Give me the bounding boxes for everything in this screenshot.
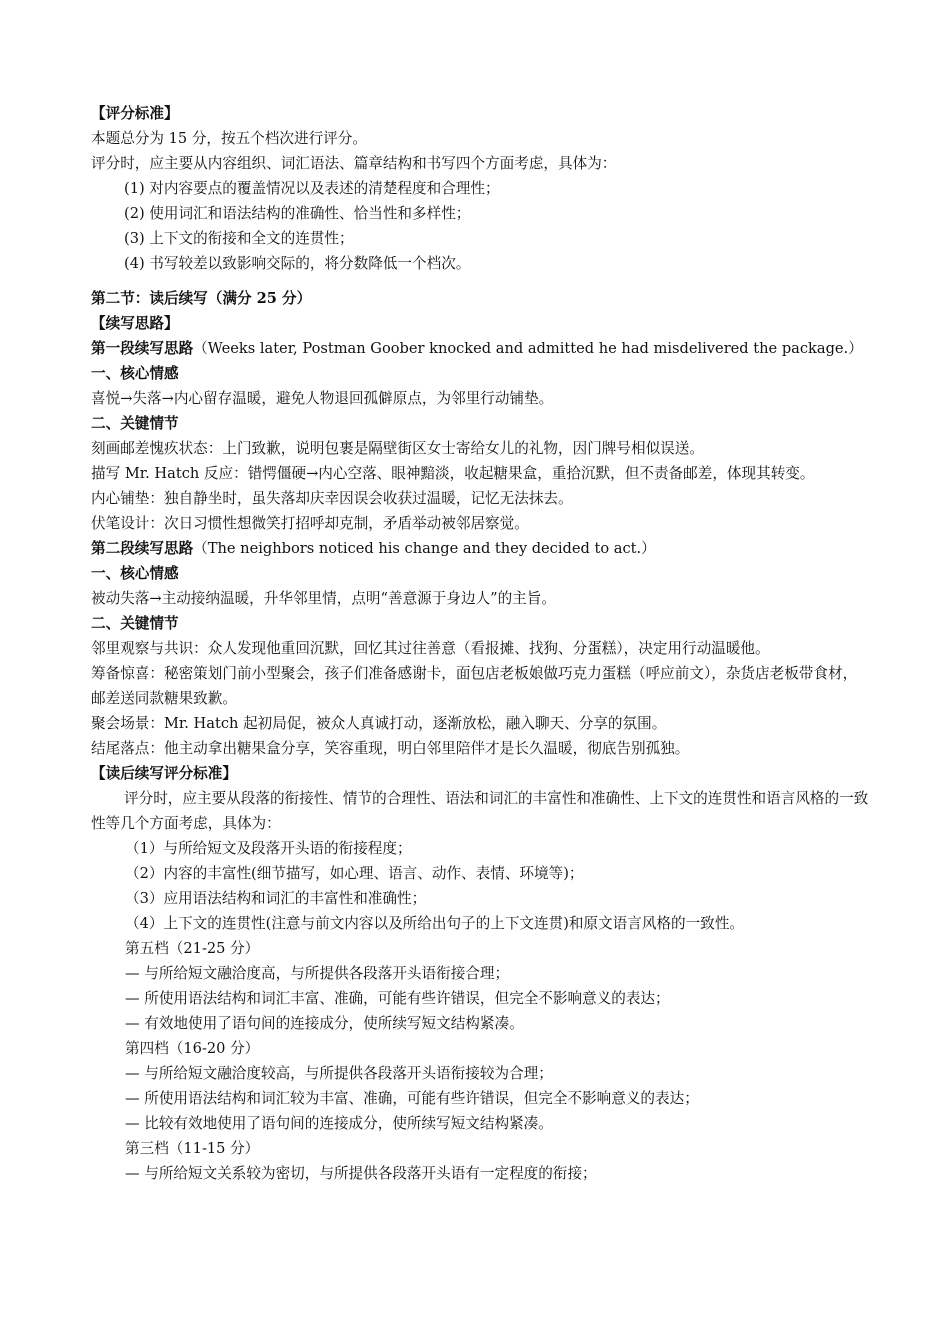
para1-plot: 伏笔设计：次日习惯性想微笑打招呼却克制，矛盾举动被邻居察觉。 <box>91 515 529 532</box>
para1-emotion-heading: 一、核心情感 <box>91 365 179 382</box>
scoring-item: (2) 使用词汇和语法结构的准确性、恰当性和多样性； <box>124 205 471 222</box>
para2-label: 第二段续写思路 <box>91 540 194 557</box>
criteria-heading: 【读后续写评分标准】 <box>91 765 237 782</box>
para1-plot: 描写 Mr. Hatch 反应：错愕僵硬→内心空落、眼神黯淡，收起糖果盒，重拾沉默，但不责备邮差，体现其转变。 <box>91 465 815 482</box>
para2-plot: 邻里观察与共识：众人发现他重回沉默，回忆其过往善意（看报摊、找狗、分蛋糕），决定用行动温暖他。 <box>91 640 770 657</box>
para1-plot-heading: 二、关键情节 <box>91 415 179 432</box>
para1-quote: （Weeks later, Postman Goober knocked and admitted he had misdelivered the package.） <box>193 340 863 357</box>
criteria-intro: 评分时，应主要从段落的衔接性、情节的合理性、语法和词汇的丰富性和准确性、上下文的连贯性和语言风格的一致性等几个方面考虑，具体为： <box>91 790 869 832</box>
criteria-item: （1）与所给短文及段落开头语的衔接程度； <box>125 840 412 857</box>
band-title: 第五档（21-25 分） <box>125 940 260 957</box>
para1-plot: 刻画邮差愧疚状态：上门致歉，说明包裹是隔壁街区女士寄给女儿的礼物，因门牌号相似误送。 <box>91 440 704 457</box>
band-line: — 与所给短文关系较为密切，与所提供各段落开头语有一定程度的衔接； <box>125 1165 597 1182</box>
scoring-heading: 【评分标准】 <box>91 105 179 122</box>
para1-label: 第一段续写思路 <box>91 340 194 357</box>
band-line: — 所使用语法结构和词汇丰富、准确，可能有些许错误，但完全不影响意义的表达； <box>125 990 670 1007</box>
para2-plot: 聚会场景：Mr. Hatch 起初局促，被众人真诚打动，逐渐放松，融入聊天、分享的氛围。 <box>91 715 667 732</box>
scoring-item: (3) 上下文的衔接和全文的连贯性； <box>124 230 354 247</box>
band-line: — 比较有效地使用了语句间的连接成分，使所续写短文结构紧凑。 <box>125 1115 553 1132</box>
band-line: — 有效地使用了语句间的连接成分，使所续写短文结构紧凑。 <box>125 1015 524 1032</box>
para1-approach <box>91 336 870 361</box>
band-line: — 与所给短文融洽度较高，与所提供各段落开头语衔接较为合理； <box>125 1065 553 1082</box>
para2-plot: 筹备惊喜：秘密策划门前小型聚会，孩子们准备感谢卡，面包店老板娘做巧克力蛋糕（呼应前文），杂货店老板带食材，邮差送同款糖果致歉。 <box>91 665 858 707</box>
para2-approach <box>91 536 870 561</box>
band-line: — 所使用语法结构和词汇较为丰富、准确，可能有些许错误，但完全不影响意义的表达； <box>125 1090 699 1107</box>
criteria-item: （3）应用语法结构和词汇的丰富性和准确性； <box>125 890 427 907</box>
criteria-item: （2）内容的丰富性(细节描写，如心理、语言、动作、表情、环境等)； <box>125 865 584 882</box>
approach-heading: 【续写思路】 <box>91 315 179 332</box>
band-title: 第三档（11-15 分） <box>125 1140 260 1157</box>
section2-title: 第二节：读后续写（满分 25 分） <box>91 290 312 307</box>
scoring-item: (4) 书写较差以致影响交际的，将分数降低一个档次。 <box>124 255 471 272</box>
scoring-item: (1) 对内容要点的覆盖情况以及表述的清楚程度和合理性； <box>124 180 500 197</box>
para2-plot-heading: 二、关键情节 <box>91 615 179 632</box>
para1-plot: 内心铺垫：独自静坐时，虽失落却庆幸因误会收获过温暖，记忆无法抹去。 <box>91 490 573 507</box>
band-title: 第四档（16-20 分） <box>125 1040 260 1057</box>
para2-plot: 结尾落点：他主动拿出糖果盒分享，笑容重现，明白邻里陪伴才是长久温暖，彻底告别孤独。 <box>91 740 690 757</box>
scoring-total: 本题总分为 15 分，按五个档次进行评分。 <box>91 130 367 147</box>
band-line: — 与所给短文融洽度高，与所提供各段落开头语衔接合理； <box>125 965 510 982</box>
scoring-intro: 评分时，应主要从内容组织、词汇语法、篇章结构和书写四个方面考虑，具体为： <box>91 155 617 172</box>
para2-emotion: 被动失落→主动接纳温暖，升华邻里情，点明“善意源于身边人”的主旨。 <box>91 590 556 607</box>
para1-emotion: 喜悦→失落→内心留存温暖，避免人物退回孤僻原点，为邻里行动铺垫。 <box>91 390 554 407</box>
criteria-item: （4）上下文的连贯性(注意与前文内容以及所给出句子的上下文连贯)和原文语言风格的一致性。 <box>125 915 745 932</box>
para2-quote: （The neighbors noticed his change and they decided to act.） <box>193 540 656 557</box>
section-gap <box>91 276 870 286</box>
para2-emotion-heading: 一、核心情感 <box>91 565 179 582</box>
